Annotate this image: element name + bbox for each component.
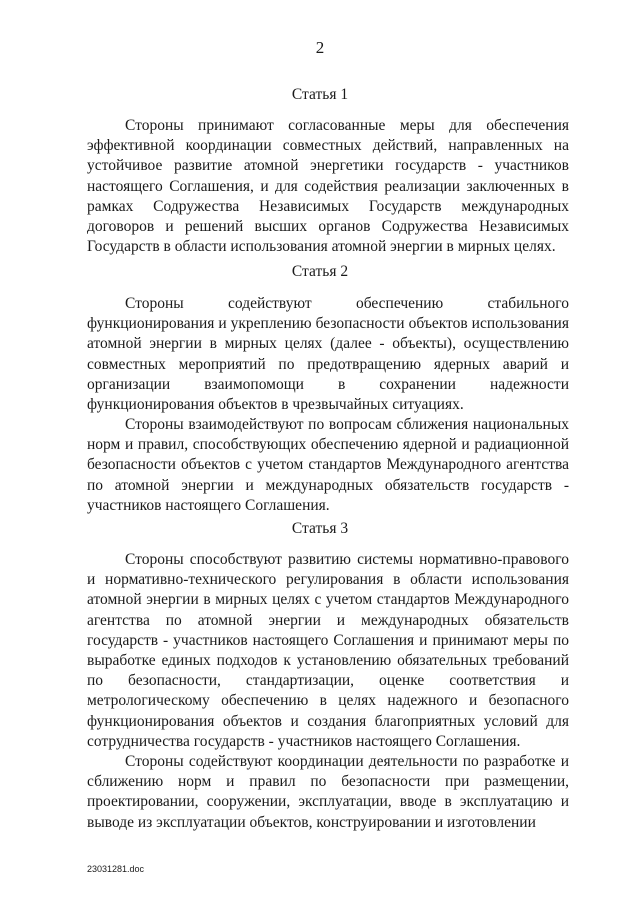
page-number: 2 [315,38,325,57]
document-file-id: 23031281.doc [87,864,145,874]
article-1-paragraph-1: Стороны принимают согласованные меры для обеспечения эффективной координации совместных действий, направленных на устойчивое развитие атомной энергетики государств - участников настоящего Соглашения, и для содействия реализации заключенных в рамках Содружества Независимых Государств международных договоров и решений высших органов Содружества Независимых Государств в области использования атомной энергии в мирных целях. [87,117,569,256]
article-3-paragraph-1: Стороны способствуют развитию системы нормативно-правового и нормативно-технического регулирования в области использования атомной энергии в мирных целях с учетом стандартов Международного агентства по атомной энергии и международных обязательств государств - участников настоящего Соглашения и принимают меры по выработке единых подходов к установлению обязательных требований по безопасности, стандартизации, оценке соответствия и метрологическому обеспечению в целях надежного и безопасного функционирования объектов и создания благоприятных условий для сотрудничества государств - участников настоящего Соглашения. [87,551,569,750]
article-2-paragraph-1: Стороны содействуют обеспечению стабильного функционирования и укреплению безопасности объектов использования атомной энергии в мирных целях (далее - объекты), осуществлению совместных мероприятий по предотвращению ядерных аварий и организации взаимопомощи в сохранении надежности функционирования объектов в чрезвычайных ситуациях. [87,295,569,414]
article-1-title: Статья 1 [291,86,349,103]
article-3-title: Статья 3 [291,520,349,537]
article-3-paragraph-2: Стороны содействуют координации деятельности по разработке и сближению норм и правил по безопасности при размещении, проектировании, сооружении, эксплуатации, вводе в эксплуатацию и выводе из эксплуатации объектов, конструировании и изготовлении [87,753,569,831]
article-2-paragraph-2: Стороны взаимодействуют по вопросам сближения национальных норм и правил, способствующих обеспечению ядерной и радиационной безопасности объектов с учетом стандартов Международного агентства по атомной энергии и международных обязательств государств - участников настоящего Соглашения. [87,416,569,514]
article-2-title: Статья 2 [291,263,349,280]
